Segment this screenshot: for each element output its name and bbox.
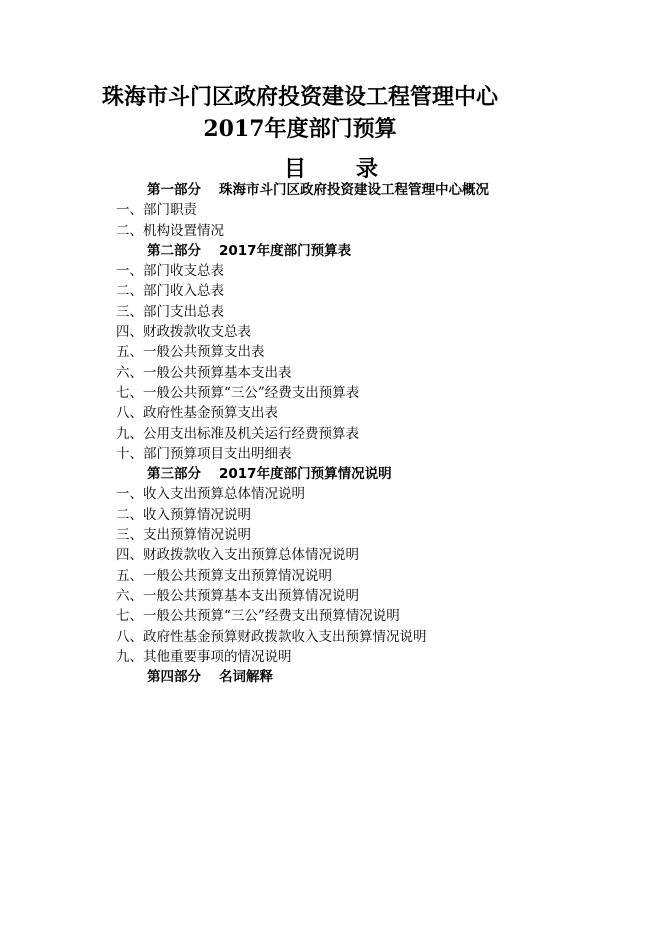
toc-part-title: 名词解释 xyxy=(219,669,273,686)
toc-item[interactable]: 一、部门职责 xyxy=(116,202,197,219)
toc-part-title: 2017年度部门预算表 xyxy=(219,242,352,259)
toc-heading-right: 录 xyxy=(356,156,379,182)
toc-item[interactable]: 三、部门支出总表 xyxy=(116,303,224,320)
toc-part-label: 第一部分 xyxy=(147,182,201,198)
toc-item[interactable]: 三、支出预算情况说明 xyxy=(116,527,251,544)
toc-item[interactable]: 七、一般公共预算“三公”经费支出预算表 xyxy=(116,384,360,401)
toc-part-heading[interactable] xyxy=(0,667,662,687)
toc-item[interactable]: 四、财政拨款收入支出预算总体情况说明 xyxy=(116,547,359,564)
toc-item[interactable]: 十、部门预算项目支出明细表 xyxy=(116,445,292,462)
toc-item[interactable]: 一、收入支出预算总体情况说明 xyxy=(116,486,305,503)
toc-part-heading[interactable] xyxy=(0,464,662,484)
toc-item[interactable]: 六、一般公共预算基本支出预算情况说明 xyxy=(116,587,359,604)
toc-part-label: 第三部分 xyxy=(147,466,201,483)
document-title-line-1: 珠海市斗门区政府投资建设工程管理中心 xyxy=(101,84,498,110)
toc-item[interactable]: 二、收入预算情况说明 xyxy=(116,506,251,523)
toc-item[interactable]: 二、部门收入总表 xyxy=(116,283,224,300)
toc-item[interactable]: 九、公用支出标准及机关运行经费预算表 xyxy=(116,425,359,442)
toc-item[interactable]: 四、财政拨款收支总表 xyxy=(116,324,251,341)
toc-item[interactable]: 五、一般公共预算支出表 xyxy=(116,344,265,361)
toc-item[interactable]: 九、其他重要事项的情况说明 xyxy=(116,648,292,665)
toc-part-title: 珠海市斗门区政府投资建设工程管理中心概况 xyxy=(219,182,489,198)
table-of-contents xyxy=(0,180,662,687)
toc-heading-left: 目 xyxy=(283,156,306,182)
toc-item[interactable]: 六、一般公共预算基本支出表 xyxy=(116,364,292,381)
toc-item[interactable]: 二、机构设置情况 xyxy=(116,222,224,239)
toc-heading xyxy=(0,152,662,183)
toc-part-label: 第四部分 xyxy=(147,669,201,686)
toc-part-heading[interactable] xyxy=(0,180,662,200)
document-title-line-2: 2017年度部门预算 xyxy=(203,116,397,142)
toc-part-label: 第二部分 xyxy=(147,242,201,259)
toc-part-heading[interactable] xyxy=(0,241,662,261)
toc-item[interactable]: 七、一般公共预算“三公”经费支出预算情况说明 xyxy=(116,608,400,625)
toc-item[interactable]: 五、一般公共预算支出预算情况说明 xyxy=(116,567,332,584)
toc-item[interactable]: 八、政府性基金预算支出表 xyxy=(116,405,278,422)
toc-item[interactable]: 八、政府性基金预算财政拨款收入支出预算情况说明 xyxy=(116,628,427,645)
toc-item[interactable]: 一、部门收支总表 xyxy=(116,263,224,280)
toc-part-title: 2017年度部门预算情况说明 xyxy=(219,466,392,483)
